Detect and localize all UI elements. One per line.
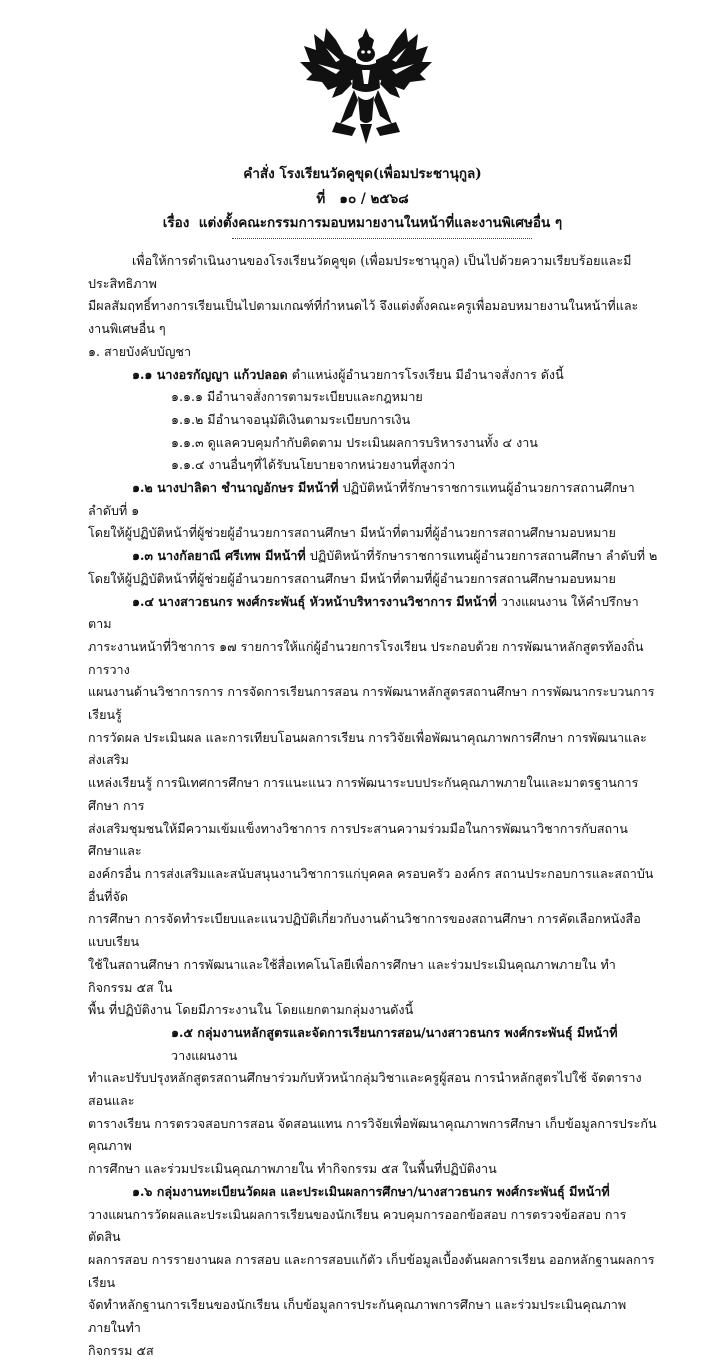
section-1-4-line: แผนงานด้านวิชาการการ การจัดการเรียนการสอน การพัฒนาหลักสูตรสถานศึกษา การพัฒนากระบวนการเรียนรู้ xyxy=(88,684,655,723)
order-subject-text: แต่งตั้งคณะกรรมการมอบหมายงานในหน้าที่และงานพิเศษอื่น ๆ xyxy=(198,215,563,231)
section-1-5-text: วางแผนงาน xyxy=(171,1047,238,1063)
section-1-6-heading xyxy=(88,1181,658,1204)
section-1-3-heading xyxy=(88,545,658,568)
section-1-4-line: ส่งเสริมชุมชนให้มีความเข้มแข็งทางวิชาการ การประสานความร่วมมือในการพัฒนาวิชาการกับสถานศึกษาและ xyxy=(88,820,628,859)
section-1-6-name: ๑.๖ กลุ่มงานทะเบียนวัดผล และประเมินผลการศึกษา/นางสาวธนกร พงศ์กระพันธุ์ มีหน้าที่ xyxy=(132,1183,610,1199)
section-1-3-text: ปฏิบัติหน้าที่รักษาราชการแทนผู้อำนวยการสถานศึกษา ลำดับที่ ๒ xyxy=(305,548,658,564)
order-title: คำสั่ง โรงเรียนวัดคูขุด(เพื่อมประชานุกูล) xyxy=(243,166,482,182)
section-1-5-line: การศึกษา และร่วมประเมินคุณภาพภายใน ทำกิจกรรม ๕ส ในพื้นที่ปฏิบัติงาน xyxy=(88,1161,497,1177)
section-1-heading: ๑. สายบังคับบัญชา xyxy=(88,343,192,359)
section-1-4-line: องค์กรอื่น การส่งเสริมและสนับสนุนงานวิชาการแก่บุคคล ครอบครัว องค์กร สถานประกอบการและสถาบันอื่นที่จัด xyxy=(88,865,654,904)
section-1-1-heading xyxy=(88,364,658,387)
section-1-2-text: ปฏิบัติหน้าที่รักษาราชการแทนผู้อำนวยการสถานศึกษา ลำดับที่ ๑ xyxy=(88,480,635,518)
section-1-6-line: กิจกรรม ๕ส xyxy=(88,1342,154,1358)
section-1-5-heading xyxy=(88,1022,658,1067)
section-1-1-name: ๑.๑ นางอรกัญญา แก้วปลอด xyxy=(132,366,288,382)
section-1-4-text: วางแผนงาน ให้คำปรึกษา ตาม xyxy=(88,593,639,632)
dotted-separator xyxy=(232,238,532,239)
section-1-3-line: โดยให้ผู้ปฏิบัติหน้าที่ผู้ช่วยผู้อำนวยการสถานศึกษา มีหน้าที่ตามที่ผู้อำนวยการสถานศึกษามอบหมาย xyxy=(88,570,616,586)
section-1-1-role: ตำแหน่งผู้อำนวยการโรงเรียน มีอำนาจสั่งการ ดังนี้ xyxy=(287,366,564,382)
section-1-4-heading xyxy=(88,591,658,636)
order-subject-label: เรื่อง xyxy=(162,215,190,231)
order-number xyxy=(0,187,725,209)
section-1-4-line: แหล่งเรียนรู้ การนิเทศการศึกษา การแนะแนว การพัฒนาระบบประกันคุณภาพภายในและมาตรฐานการศึกษา การ xyxy=(88,775,639,813)
section-1-1-item: ๑.๑.๔ งานอื่นๆที่ได้รับนโยบายจากหน่วยงานที่สูงกว่า xyxy=(171,457,456,473)
section-1-6-line: จัดทำหลักฐานการเรียนของนักเรียน เก็บข้อมูลการประกันคุณภาพการศึกษา และร่วมประเมินคุณภาพภายในทำ xyxy=(88,1297,627,1336)
order-subject xyxy=(0,211,725,233)
section-1-4-line: ใช้ในสถานศึกษา การพัฒนาและใช้สื่อเทคโนโลยีเพื่อการศึกษา และร่วมประเมินคุณภาพภายใน ทำกิจกรรม ๕ส ใน xyxy=(88,956,616,995)
order-number-value: ๑๐ / ๒๕๖๘ xyxy=(339,191,409,207)
section-1-1-item: ๑.๑.๓ ดูแลควบคุมกำกับติดตาม ประเมินผลการบริหารงานทั้ง ๔ งาน xyxy=(171,434,538,450)
section-1-2-heading xyxy=(88,477,658,522)
section-1-4-line: การวัดผล ประเมินผล และการเทียบโอนผลการเรียน การวิจัยเพื่อพัฒนาคุณภาพการศึกษา การพัฒนาและส่งเสริม xyxy=(88,729,647,768)
section-1-4-line: การศึกษา การจัดทำระเบียบและแนวปฏิบัติเกี่ยวกับงานด้านวิชาการของสถานศึกษา การคัดเลือกหนังสือแบบเรียน xyxy=(88,911,641,950)
intro-line: มีผลสัมฤทธิ์ทางการเรียนเป็นไปตามเกณฑ์ที่กำหนดไว้ จึงแต่งตั้งคณะครูเพื่อมอบหมายงานในหน้าที่และงานพิเศษอื่น ๆ xyxy=(88,298,639,337)
section-1-6-line: ผลการสอบ การรายงานผล การสอบ และการสอบแก้ตัว เก็บข้อมูลเบื้องต้นผลการเรียน ออกหลักฐานผลการเรียน xyxy=(88,1251,655,1290)
section-1-4-line: ภาระงานหน้าที่วิชาการ ๑๗ รายการให้แก่ผู้อำนวยการโรงเรียน ประกอบด้วย การพัฒนาหลักสูตรท้องถิ่น การวาง xyxy=(88,638,644,677)
section-1-4-name: ๑.๔ นางสาวธนกร พงศ์กระพันธุ์ หัวหน้าบริหารงานวิชาการ มีหน้าที่ xyxy=(132,593,497,609)
section-1-6-line: วางแผนการวัดผลและประเมินผลการเรียนของนักเรียน ควบคุมการออกข้อสอบ การตรวจข้อสอบ การตัดสิน xyxy=(88,1206,627,1245)
section-1-2-line: โดยให้ผู้ปฏิบัติหน้าที่ผู้ช่วยผู้อำนวยการสถานศึกษา มีหน้าที่ตามที่ผู้อำนวยการสถานศึกษามอบหมาย xyxy=(88,525,616,541)
intro-line: เพื่อให้การดำเนินงานของโรงเรียนวัดคูขุด (เพื่อมประชานุกูล) เป็นไปด้วยความเรียบร้อยและมีประสิทธิภาพ xyxy=(88,253,632,291)
section-1-5-line: ทำและปรับปรุงหลักสูตรสถานศึกษาร่วมกับหัวหน้ากลุ่มวิชาและครูผู้สอน การนำหลักสูตรไปใช้ จัดตารางสอนและ xyxy=(88,1070,642,1109)
section-1-5-line: ตารางเรียน การตรวจสอบการสอน จัดสอนแทน การวิจัยเพื่อพัฒนาคุณภาพการศึกษา เก็บข้อมูลการประกันคุณภาพ xyxy=(88,1115,657,1154)
order-body xyxy=(88,250,658,1362)
section-1-3-name: ๑.๓ นางกัลยาณี ศรีเทพ มีหน้าที่ xyxy=(132,548,306,564)
section-1-4-line: พื้น ที่ปฏิบัติงาน โดยมีภาระงานใน โดยแยกตามกลุ่มงานดังนี้ xyxy=(88,1002,414,1018)
section-1-5-name: ๑.๕ กลุ่มงานหลักสูตรและจัดการเรียนการสอน/นางสาวธนกร พงศ์กระพันธุ์ มีหน้าที่ xyxy=(171,1024,618,1040)
section-1-1-item: ๑.๑.๒ มีอำนาจอนุมัติเงินตามระเบียบการเงิน xyxy=(171,411,411,427)
garuda-emblem-icon xyxy=(296,24,436,146)
section-1-2-name: ๑.๒ นางปาลิดา ชำนาญอักษร มีหน้าที่ xyxy=(132,480,339,496)
order-number-label: ที่ xyxy=(316,191,326,207)
section-1-1-item: ๑.๑.๑ มีอำนาจสั่งการตามระเบียบและกฎหมาย xyxy=(171,389,423,405)
